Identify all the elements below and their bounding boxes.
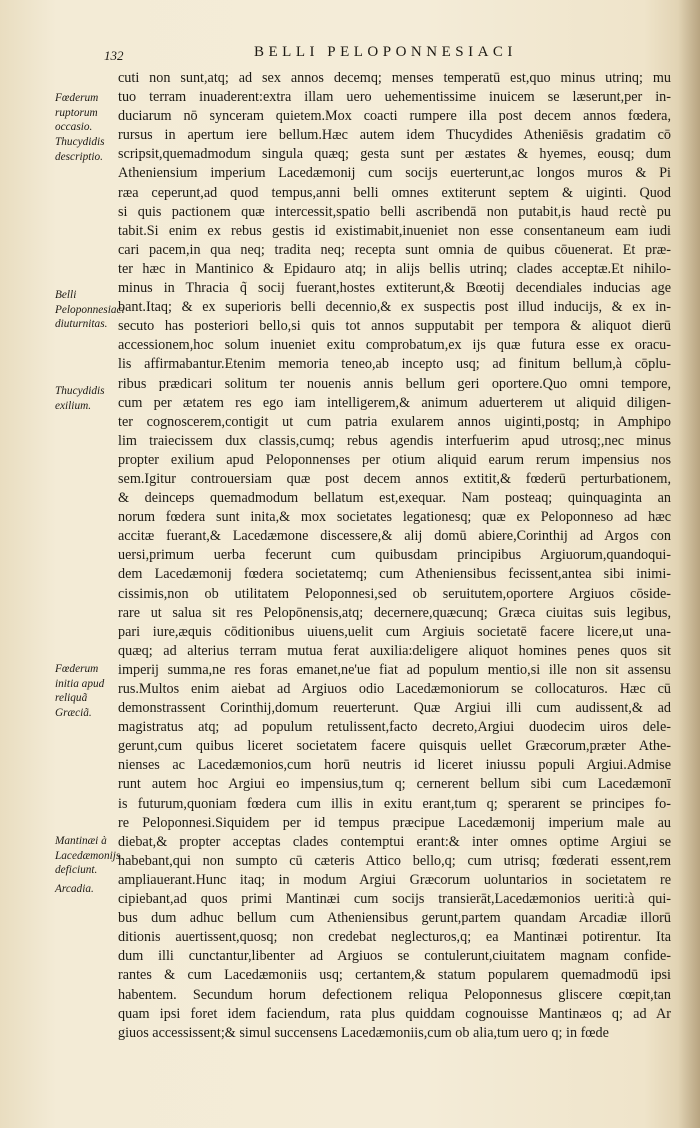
margin-note: Thucydidis descriptio. <box>55 136 105 163</box>
text-line: bant.Itaq; & ex superioris belli decennio,& ex suspectis post illud inducijs, & ex in- <box>118 299 671 316</box>
page-header <box>104 42 664 64</box>
text-line: cissimis,non ob utilitatem Peloponnesi,sed ob seruitutem,oportere Argiuos cōside- <box>118 585 671 602</box>
text-line: bus dum adhuc bellum cum Atheniensibus gerunt,partem quandam Arcadiæ illorū <box>118 910 671 927</box>
text-line: habebant,qui non sumpto cū cæteris Attico bello,q; cum utrisq; fœderati essent,rem <box>118 852 671 869</box>
text-line: lim traiecissem dux classis,cumq; rebus agendis interfuerim apud utrosq;,nec minus <box>118 432 671 449</box>
text-line: is futurum,quoniam fœdera cum illis in exitu erant,tum q; sperarent se principes fo- <box>118 795 671 812</box>
text-line: lis affirmabantur.Etenim memoria teneo,ab incepto usq; ad finitum bellum,à cōplu- <box>118 356 671 373</box>
page-edge-shadow <box>678 0 700 1128</box>
text-line: tabit.Si enim ex rebus gestis id existimabit,inueniet non esse consentaneum eam iudi <box>118 222 671 239</box>
text-line: habentem. Secundum horum defectionem reliqua Peloponnesus gliscere cœpit,tan <box>118 986 671 1003</box>
text-line: Atheniensium imperium Lacedæmonij cum socijs euerterunt,ac longos muros & Pi <box>118 165 671 182</box>
text-line: quam ipsi foret idem faciendum, rata plus quiddam cognouisse Mantinæos q; ad Ar <box>118 1005 671 1022</box>
text-line: quæq; ad alterius terram mutua ferat auxilia:deligere aliquot homines penes quos sit <box>118 642 671 659</box>
text-line: rursus in apertum iere bellum.Hæc autem idem Thucydides Atheniēsis gradatim cō <box>118 127 671 144</box>
text-line: scripsit,quemadmodum singula quæq; gesta sunt per æstates & hyemes, eousq; dum <box>118 146 671 163</box>
text-line: ter cognoscerem,contigit ut cum patria exularem annos uiginti,postq; in Amphipo <box>118 413 671 430</box>
text-line: cum per ætatem res ego iam intelligerem,& animum aduerterem ut aliquid diligen- <box>118 394 671 411</box>
text-line: accessionem,hoc solum inueniet exitu comprobatum,ex ijs quæ futura esse ex oracu- <box>118 337 671 354</box>
text-line: minus in Thracia q̃ socij fuerant,hostes extiterunt,& Bœotij decendiales inducias age <box>118 280 671 297</box>
margin-note: Mantinæi à Lacedæmonijs deficiunt. <box>55 835 121 876</box>
text-line: accitæ fuerant,& Lacedæmone discessere,& alij domū abiere,Corinthij ad Argos con <box>118 528 671 545</box>
text-line: propter exilium apud Peloponnenses per otium aliquid earum rerum impensius nos <box>118 451 671 468</box>
margin-note: Belli Peloponnesiaci diuturnitas. <box>55 289 125 330</box>
text-line: ampliauerant.Hunc itaq; in modum Argiui Græcorum uoluntarios in societatem re <box>118 871 671 888</box>
text-line: si quis pactionem quæ intercessit,spatio belli ascribendā non putabit,is haud rectè pu <box>118 203 671 220</box>
text-line: rantes & cum Lacedæmoniis usq; certantem,& statum popularem quemadmodū ipsi <box>118 967 671 984</box>
margin-note: Thucydidis exilium. <box>55 385 105 412</box>
text-line: dem Lacedæmonij fœdera societatemq; cum Atheniensibus fecissent,antea sibi inimi- <box>118 566 671 583</box>
text-line: imperij summa,ne res foras emanet,ne'ue fiat ad populum mentio,si ille non sit assensu <box>118 661 671 678</box>
text-line: cari pacem,in qua neq; tradita neq; recepta sunt omnia de quibus cōuenerat. Et præ- <box>118 241 671 258</box>
text-line: cipiebant,ad quos primi Mantinæi cum socijs transierāt,Lacedæmonios ueriti:à qui- <box>118 891 671 908</box>
text-line: re Peloponnesi.Siquidem per id tempus præcipue Lacedæmonij imperium male au <box>118 814 671 831</box>
text-line: uersi,primum uerba fecerunt cum quibusdam principibus Argiuorum,quandoqui- <box>118 547 671 564</box>
text-line: diebat,& propter acceptas clades contemptui erant:& inter omnes optime Argiui se <box>118 833 671 850</box>
text-line: ræa ceperunt,ad quod tempus,anni belli omnes extiterunt septem & uiginti. Quod <box>118 184 671 201</box>
text-line: sem.Igitur controuersiam quæ post decem annos extitit,& fœderū perturbationem, <box>118 470 671 487</box>
text-line: cuti non sunt,atq; ad sex annos decemq; menses temperatū est,quo minus utrinq; mu <box>118 70 671 86</box>
text-line: ditionis auertissent,quosq; non credebat neglecturos,q; ea Mantinæi potirentur. Ita <box>118 929 671 946</box>
body-text <box>118 69 671 1043</box>
page-number: 132 <box>104 48 124 63</box>
text-line: secuto has posteriori bello,si quis tot annos supputabit per tempora & aliquot dierū <box>118 318 671 335</box>
running-head: BELLI PELOPONNESIACI <box>254 44 517 60</box>
text-line: norum fœdera sunt inita,& mox societates legationesq; quæ ex Peloponneso ad hæc <box>118 509 671 526</box>
text-line: tuo terram inuaderent:extra illam uero uehementissime inuicem se læserunt,per in- <box>118 89 671 106</box>
text-line: gerunt,cum quibus liceret societatem facere quisquis uellet Græcorum,præter Athe- <box>118 738 671 755</box>
margin-note: Arcadia. <box>55 883 94 895</box>
text-line: giuos accessissent;& simul succensens Lacedæmoniis,cum ob alia,tum uero q; in fœde <box>118 1024 609 1041</box>
text-line: duciarum nō synceram quietem.Mox coacti rumpere illa post decem annos fœdera, <box>118 108 671 125</box>
text-line: pari iure,æquis cōditionibus uiuens,uelit cum Argiuis societatē facere licere,ut una- <box>118 623 671 640</box>
text-line: rus.Multos enim aiebat ad Argiuos odio Lacedæmoniorum se collocaturos. Hæc cū <box>118 681 671 697</box>
text-line: ter hæc in Mantinico & Epidauro atq; in alijs bellis utrinq; clades acceptæ.Et nihilo- <box>118 260 671 277</box>
text-line: & deinceps quemadmodum bellatum est,exequar. Nam posteaq; quinquaginta an <box>118 490 671 507</box>
margin-note: Fœderum initia apud reliquã Græciã. <box>55 663 105 719</box>
text-line: runt autem hoc Argiui eo impensius,tum q; cernerent bellum sibi cum Lacedæmonī <box>118 776 671 793</box>
text-line: nienses ac Lacedæmonios,cum horū neutris id liceret iniussu populi Argiui.Admise <box>118 757 671 774</box>
text-line: magistratus atq; ad populum retulissent,facto decreto,Argiui duodecim uiros dele- <box>118 719 671 736</box>
text-line: rare ut salua sit res Pelopōnensis,atq; decernere,quæcunq; Græca ciuitas suis legibus, <box>118 604 671 621</box>
text-line: demonstrassent Corinthij,domum reuerterunt. Quæ Argiui illi cum audissent,& ad <box>118 700 671 717</box>
margin-note: Fœderum ruptorum occasio. <box>55 92 99 133</box>
text-line: dum illi cunctantur,libenter ad Argiuos se contulerunt,ciuitatem magnam confide- <box>118 948 671 965</box>
margin-notes <box>0 0 125 1128</box>
text-line: ribus prædicari solitum ter nouenis annis bellum geri oportere.Quo omni tempore, <box>118 375 671 392</box>
